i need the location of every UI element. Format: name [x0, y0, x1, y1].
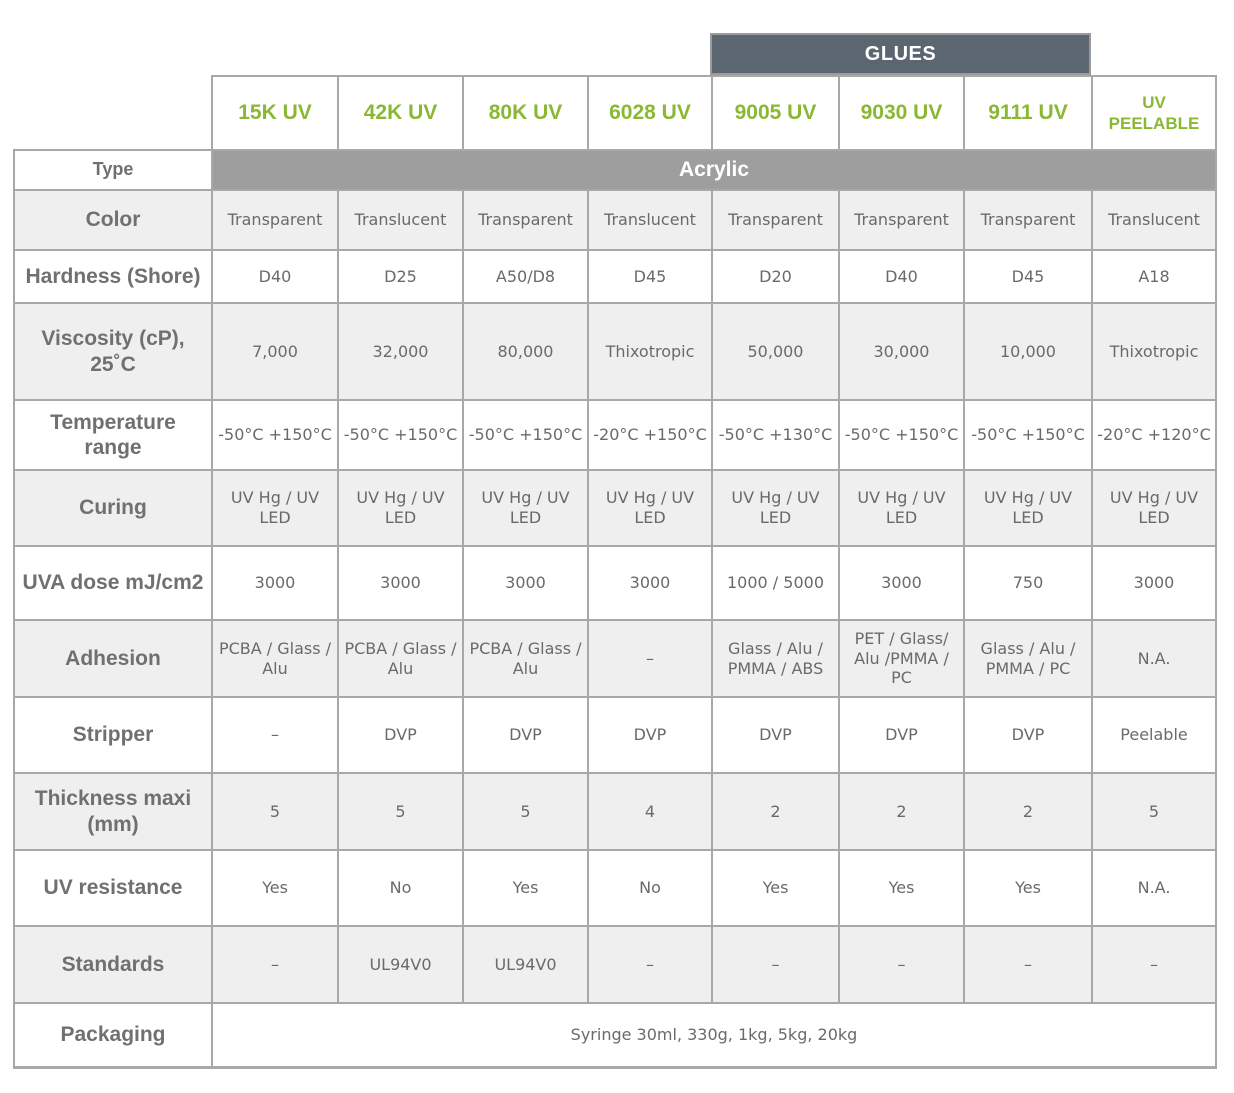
row-label: Type: [14, 150, 212, 190]
product-header: 6028 UV: [588, 76, 712, 150]
spec-cell: Transparent: [212, 190, 338, 250]
spec-cell: –: [212, 926, 338, 1003]
spec-cell: 30,000: [839, 303, 964, 400]
spec-cell: Translucent: [588, 190, 712, 250]
spec-cell: 10,000: [964, 303, 1092, 400]
spec-cell: No: [588, 850, 712, 926]
row-label: Thickness maxi (mm): [14, 773, 212, 850]
corner-cell: [14, 76, 212, 150]
spec-cell: Translucent: [338, 190, 463, 250]
spec-cell: DVP: [463, 697, 588, 773]
packaging-row: [14, 1003, 1216, 1067]
product-spec-table: [13, 75, 1217, 1069]
spec-cell: Peelable: [1092, 697, 1216, 773]
row-label: Standards: [14, 926, 212, 1003]
spec-cell: DVP: [588, 697, 712, 773]
spec-cell: D25: [338, 250, 463, 303]
spec-cell: 2: [964, 773, 1092, 850]
product-header-row: [14, 76, 1216, 150]
spec-cell: PCBA / Glass / Alu: [338, 620, 463, 697]
spec-cell: 50,000: [712, 303, 839, 400]
spec-cell: Glass / Alu / PMMA / ABS: [712, 620, 839, 697]
row-label: Temperature range: [14, 400, 212, 470]
spec-cell: Yes: [964, 850, 1092, 926]
row-label: Stripper: [14, 697, 212, 773]
spec-cell: DVP: [839, 697, 964, 773]
spec-cell: 2: [712, 773, 839, 850]
spec-cell: 4: [588, 773, 712, 850]
product-header: 9030 UV: [839, 76, 964, 150]
spec-cell: UV Hg / UV LED: [839, 470, 964, 546]
spec-cell: –: [964, 926, 1092, 1003]
spec-row-uv-resistance: [14, 850, 1216, 926]
spec-cell: –: [1092, 926, 1216, 1003]
spec-cell: Transparent: [839, 190, 964, 250]
spec-cell: 32,000: [338, 303, 463, 400]
spec-cell: D20: [712, 250, 839, 303]
spec-cell: 3000: [1092, 546, 1216, 620]
spec-cell: 3000: [588, 546, 712, 620]
spec-cell: No: [338, 850, 463, 926]
spec-cell: 3000: [839, 546, 964, 620]
spec-cell: Yes: [839, 850, 964, 926]
spec-cell: 7,000: [212, 303, 338, 400]
spec-cell: A18: [1092, 250, 1216, 303]
spec-cell: Thixotropic: [588, 303, 712, 400]
spec-cell: UV Hg / UV LED: [463, 470, 588, 546]
spec-cell: A50/D8: [463, 250, 588, 303]
row-label: Packaging: [14, 1003, 212, 1067]
packaging-value-cell: Syringe 30ml, 330g, 1kg, 5kg, 20kg: [212, 1003, 1216, 1067]
spec-cell: 80,000: [463, 303, 588, 400]
spec-cell: 2: [839, 773, 964, 850]
spec-cell: 5: [212, 773, 338, 850]
spec-cell: D40: [839, 250, 964, 303]
spec-cell: -20°C +150°C: [588, 400, 712, 470]
spec-row-stripper: [14, 697, 1216, 773]
spec-cell: 750: [964, 546, 1092, 620]
product-header: 15K UV: [212, 76, 338, 150]
spec-cell: -20°C +120°C: [1092, 400, 1216, 470]
spec-cell: Yes: [212, 850, 338, 926]
row-label: UV resistance: [14, 850, 212, 926]
spec-row-color: [14, 190, 1216, 250]
type-row: [14, 150, 1216, 190]
product-header: UV PEELABLE: [1092, 76, 1216, 150]
spec-cell: -50°C +150°C: [338, 400, 463, 470]
spec-cell: –: [212, 697, 338, 773]
spec-cell: 5: [463, 773, 588, 850]
spec-row-thickness: [14, 773, 1216, 850]
spec-cell: Thixotropic: [1092, 303, 1216, 400]
spec-row-curing: [14, 470, 1216, 546]
row-label: Curing: [14, 470, 212, 546]
spec-cell: –: [712, 926, 839, 1003]
spec-cell: PCBA / Glass / Alu: [212, 620, 338, 697]
spec-cell: -50°C +150°C: [212, 400, 338, 470]
spec-cell: PET / Glass/ Alu /PMMA / PC: [839, 620, 964, 697]
spec-cell: UV Hg / UV LED: [338, 470, 463, 546]
spec-cell: -50°C +130°C: [712, 400, 839, 470]
spec-cell: UL94V0: [338, 926, 463, 1003]
spec-cell: UV Hg / UV LED: [1092, 470, 1216, 546]
product-header: 80K UV: [463, 76, 588, 150]
spec-row-adhesion: [14, 620, 1216, 697]
row-label: UVA dose mJ/cm2: [14, 546, 212, 620]
spec-cell: PCBA / Glass / Alu: [463, 620, 588, 697]
spec-cell: Transparent: [463, 190, 588, 250]
spec-cell: Yes: [712, 850, 839, 926]
spec-cell: 3000: [338, 546, 463, 620]
spec-cell: DVP: [964, 697, 1092, 773]
row-label: Adhesion: [14, 620, 212, 697]
row-label: Viscosity (cP), 25˚C: [14, 303, 212, 400]
spec-row-temperature: [14, 400, 1216, 470]
row-label: Hardness (Shore): [14, 250, 212, 303]
spec-cell: Glass / Alu / PMMA / PC: [964, 620, 1092, 697]
spec-row-uva-dose: [14, 546, 1216, 620]
spec-row-viscosity: [14, 303, 1216, 400]
product-header: 42K UV: [338, 76, 463, 150]
spec-cell: UL94V0: [463, 926, 588, 1003]
row-label: Color: [14, 190, 212, 250]
spec-cell: DVP: [712, 697, 839, 773]
spec-cell: D45: [588, 250, 712, 303]
spec-cell: Transparent: [964, 190, 1092, 250]
product-header: 9111 UV: [964, 76, 1092, 150]
spec-cell: UV Hg / UV LED: [588, 470, 712, 546]
product-header: 9005 UV: [712, 76, 839, 150]
spec-cell: Translucent: [1092, 190, 1216, 250]
spec-row-hardness: [14, 250, 1216, 303]
spec-cell: Yes: [463, 850, 588, 926]
spec-cell: UV Hg / UV LED: [964, 470, 1092, 546]
spec-cell: 5: [338, 773, 463, 850]
spec-cell: 3000: [212, 546, 338, 620]
spec-row-standards: [14, 926, 1216, 1003]
spec-cell: 3000: [463, 546, 588, 620]
spec-cell: -50°C +150°C: [964, 400, 1092, 470]
spec-cell: –: [588, 620, 712, 697]
type-value-cell: Acrylic: [212, 150, 1216, 190]
spec-cell: DVP: [338, 697, 463, 773]
spec-cell: 1000 / 5000: [712, 546, 839, 620]
spec-cell: UV Hg / UV LED: [212, 470, 338, 546]
spec-cell: –: [588, 926, 712, 1003]
spec-cell: N.A.: [1092, 620, 1216, 697]
spec-cell: -50°C +150°C: [839, 400, 964, 470]
glues-group-header: GLUES: [710, 33, 1091, 75]
spec-cell: Transparent: [712, 190, 839, 250]
spec-cell: -50°C +150°C: [463, 400, 588, 470]
spec-cell: D40: [212, 250, 338, 303]
spec-cell: –: [839, 926, 964, 1003]
spec-cell: D45: [964, 250, 1092, 303]
spec-cell: 5: [1092, 773, 1216, 850]
spec-cell: UV Hg / UV LED: [712, 470, 839, 546]
spec-cell: N.A.: [1092, 850, 1216, 926]
